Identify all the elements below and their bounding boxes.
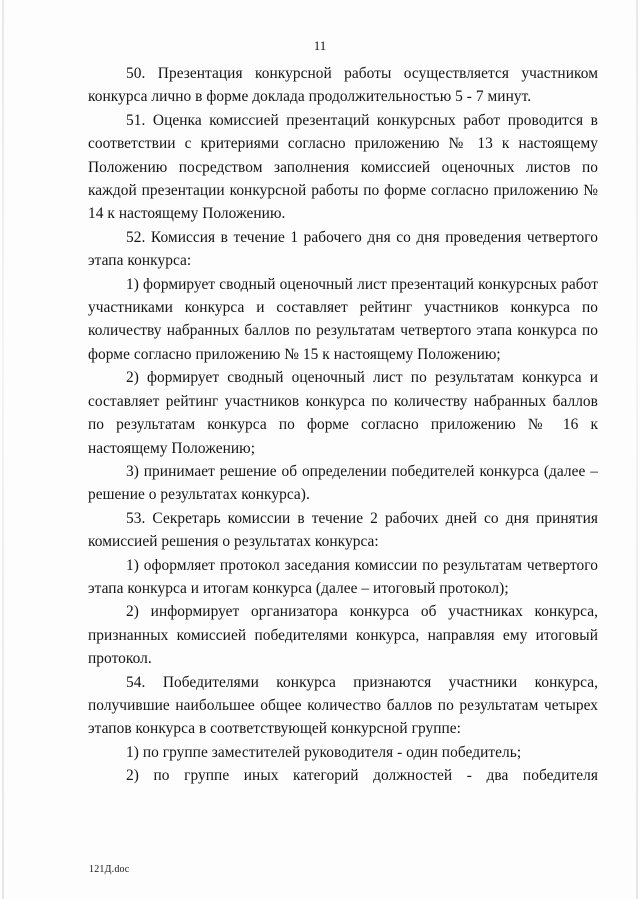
scan-edge-right (636, 0, 638, 899)
paragraph-51: 51. Оценка комиссией презентаций конкурсных работ проводится в соответствии с критериями согласно приложению № 13 к настоящему Положению посредством заполнения комиссией оценочных листов по каждой презентации конкурсной работы по форме согласно приложению № 14 к настоящему Положению. (88, 111, 598, 223)
paragraph-50: 50. Презентация конкурсной работы осуществляется участником конкурса лично в форме доклада продолжительностью 5 - 7 минут. (88, 65, 598, 106)
footer-filename: 121Д.doc (89, 864, 130, 875)
paragraph-54-item-1: 1) по группе заместителей руководителя - один победитель; (126, 743, 522, 761)
paragraph-52-item-1: 1) формирует сводный оценочный лист презентаций конкурсных работ участниками конкурса и составляет рейтинг участников конкурса по количеству набранных баллов по результатам четвертого этапа конкурса по форме согласно приложению № 15 к настоящему Положению; (88, 275, 598, 363)
paragraph-52-item-2: 2) формирует сводный оценочный лист по результатам конкурса и составляет рейтинг участников конкурса по количеству набранных баллов по результатам конкурса по форме согласно приложению № 16 к настоящему Положению; (88, 369, 598, 457)
paragraph-52-item-3: 3) принимает решение об определении победителей конкурса (далее – решение о результатах конкурса). (88, 462, 598, 504)
paragraph-53-item-1: 1) оформляет протокол заседания комиссии по результатам четвертого этапа конкурса и итогам конкурса (далее – итоговый протокол); (88, 556, 598, 597)
paragraph-53: 53. Секретарь комиссии в течение 2 рабочих дней со дня принятия комиссией решения о результатах конкурса: (88, 509, 598, 551)
paragraph-53-item-2: 2) информирует организатора конкурса об участниках конкурса, признанных комиссией победителями конкурса, направляя ему итоговый протокол. (88, 603, 598, 668)
paragraph-52: 52. Комиссия в течение 1 рабочего дня со дня проведения четвертого этапа конкурса: (88, 228, 598, 270)
scan-edge-left (2, 0, 4, 899)
page-number: 11 (313, 38, 327, 53)
document-body (88, 62, 598, 788)
paragraph-54: 54. Победителями конкурса признаются участники конкурса, получившие наибольшее общее количество баллов по результатам четырех этапов конкурса в соответствующей конкурсной группе: (88, 673, 598, 738)
paragraph-54-item-2: 2) по группе иных категорий должностей - два победителя (126, 767, 598, 785)
